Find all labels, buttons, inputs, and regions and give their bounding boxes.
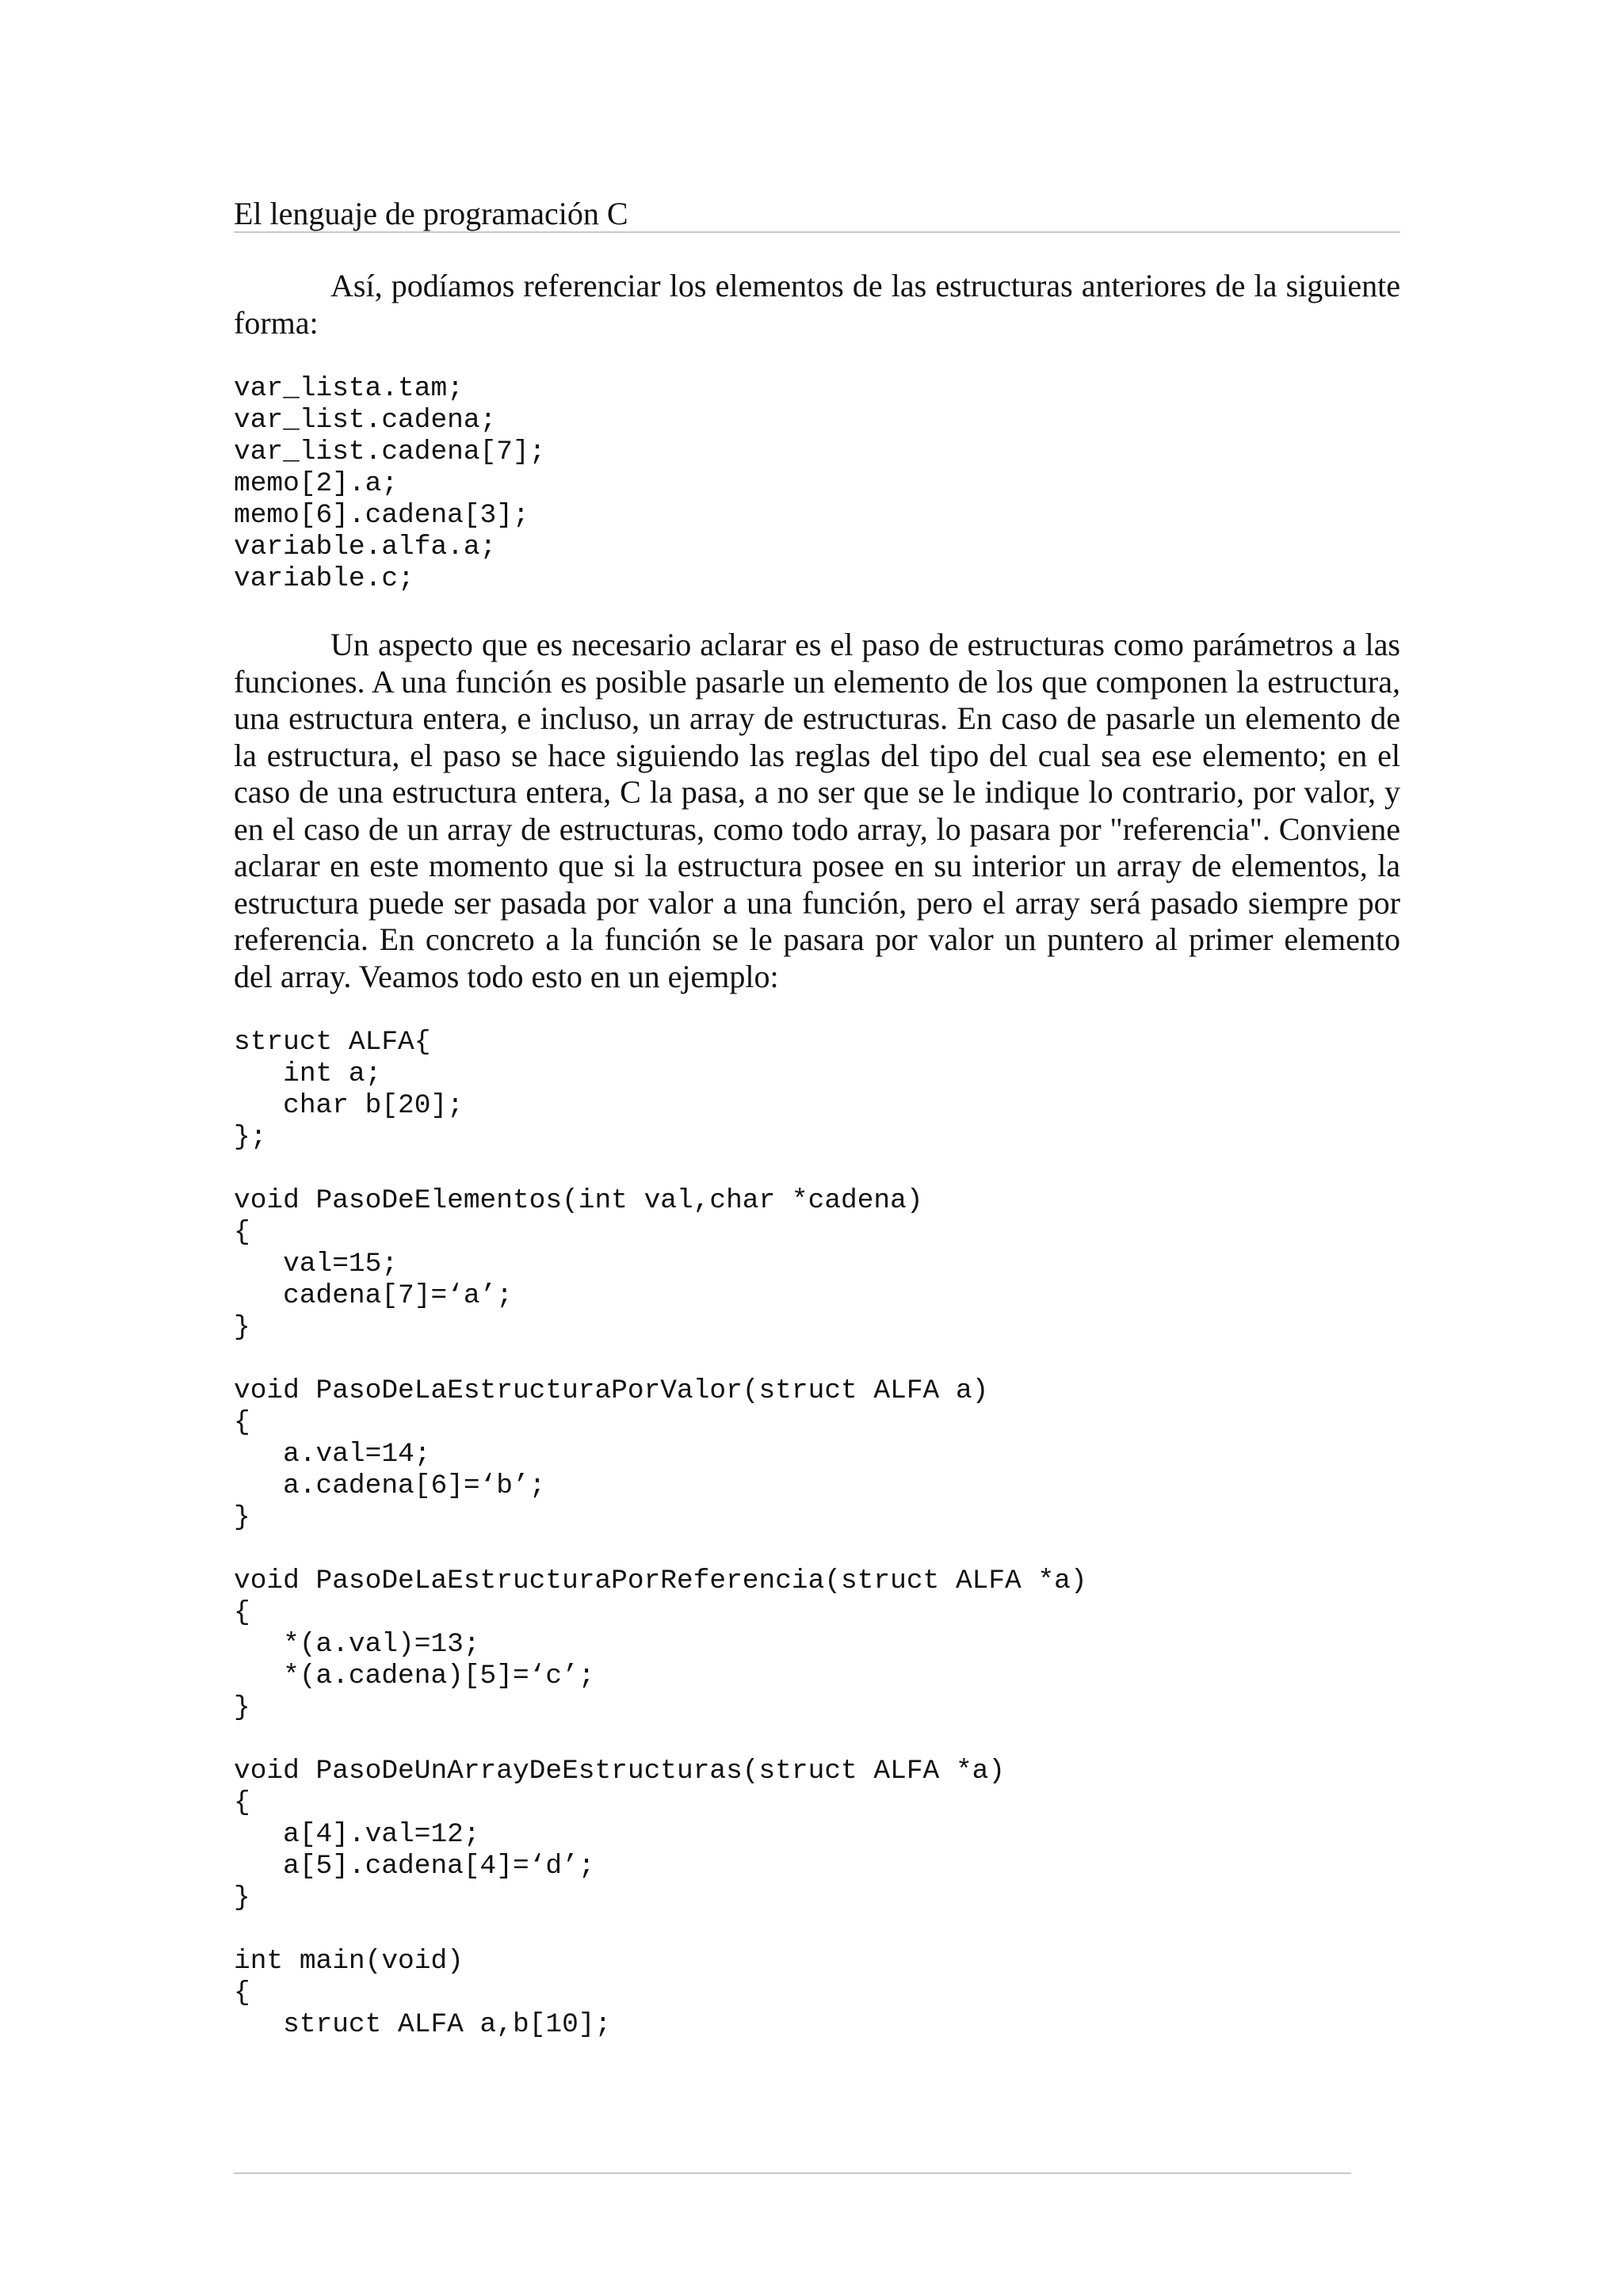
header-title: El lenguaje de programación C — [234, 196, 628, 231]
paragraph-intro: Así, podíamos referenciar los elementos de las estructuras anteriores de la siguiente forma: — [234, 268, 1400, 341]
footer-rule — [234, 2172, 1351, 2174]
code-block-access: var_lista.tam; var_list.cadena; var_list.cadena[7]; memo[2].a; memo[6].cadena[3]; variable.alfa.a; variable.c; — [234, 373, 546, 594]
paragraph-explanation: Un aspecto que es necesario aclarar es el paso de estructuras como parámetros a las funciones. A una función es posible pasarle un elemento de los que componen la estructura, una estructura entera, e incluso, un array de estructuras. En caso de pasarle un elemento de la estructura, el paso se hace siguiendo las reglas del tipo del cual sea ese elemento; en el caso de una estructura entera, C la pasa, a no ser que se le indique lo contrario, por valor, y en el caso de un array de estructuras, como todo array, lo pasara por "referencia". Conviene aclarar en este momento que si la estructura posee en su interior un array de elementos, la estructura puede ser pasada por valor a una función, pero el array será pasado siempre por referencia. En concreto a la función se le pasara por valor un puntero al primer elemento del array. Veamos todo esto en un ejemplo: — [234, 627, 1400, 994]
code-block-example: struct ALFA{ int a; char b[20]; }; void PasoDeElementos(int val,char *cadena) { val=15; cadena[7]=‘a’; } void PasoDeLaEstructuraPorValor(struct ALFA a) { a.val=14; a.cadena[6]=‘b’; } void PasoDeLaEstructuraPorReferencia(struct ALFA *a) { *(a.val)=13; *(a.cadena)[5]=‘c’; } void PasoDeUnArrayDeEstructuras(struct ALFA *a) { a[4].val=12; a[5].cadena[4]=‘d’; } int main(void) { struct ALFA a,b[10]; — [234, 1027, 1087, 2040]
spacer — [234, 995, 1400, 1027]
page-header — [234, 190, 1400, 233]
spacer — [234, 341, 1400, 373]
page-content — [234, 268, 1400, 2041]
spacer — [234, 595, 1400, 627]
